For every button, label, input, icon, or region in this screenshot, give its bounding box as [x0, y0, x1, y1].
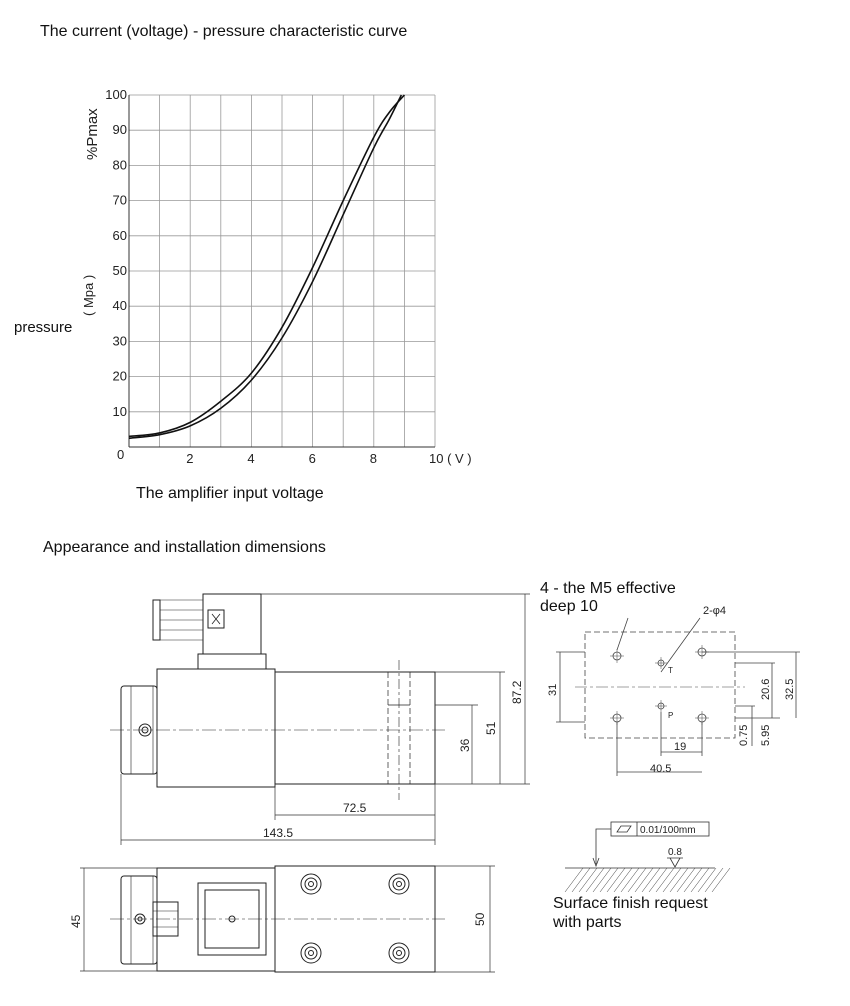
dim-36: 36	[458, 738, 472, 752]
hatch-line	[698, 868, 716, 892]
y-axis-top-label: %Pmax	[84, 108, 101, 160]
hatch-line	[656, 868, 674, 892]
chart-curves	[129, 95, 404, 438]
y-tick-label: 20	[112, 368, 127, 384]
section-title-appearance: Appearance and installation dimensions	[43, 539, 326, 556]
hatch-line	[621, 868, 639, 892]
x-tick-label: 10 ( V )	[429, 451, 472, 466]
hatch-line	[586, 868, 604, 892]
hatch-line	[593, 868, 611, 892]
surface-note-line1: Surface finish request	[553, 895, 708, 912]
hatch-line	[579, 868, 597, 892]
hatch-line	[705, 868, 723, 892]
y-tick-label: 10	[112, 403, 127, 419]
x-tick-label: 2	[186, 451, 194, 466]
hatch-line	[572, 868, 590, 892]
hatch-line	[684, 868, 702, 892]
chart-tick-labels	[105, 87, 471, 466]
dim-87-2: 87.2	[510, 680, 524, 704]
hatch-line	[670, 868, 688, 892]
dim-20-6: 20.6	[760, 678, 772, 700]
hatch-line	[663, 868, 681, 892]
roughness-value: 0.8	[668, 847, 682, 858]
series-line-1	[129, 95, 404, 436]
y-tick-label: 30	[112, 333, 127, 349]
hatch-line	[635, 868, 653, 892]
dim-40-5: 40.5	[650, 763, 672, 775]
hatch-line	[691, 868, 709, 892]
y-tick-label: 70	[112, 192, 127, 208]
valve-top-view	[110, 866, 445, 972]
y-tick-label: 40	[112, 298, 127, 314]
hatch-line	[677, 868, 695, 892]
side-view-dimensions	[121, 594, 530, 845]
dim-45: 45	[69, 914, 83, 928]
y-tick-label: 60	[112, 227, 127, 243]
dim-72-5: 72.5	[343, 801, 367, 815]
hatch-line	[642, 868, 660, 892]
mount-note-line1: 4 - the M5 effective	[540, 580, 676, 597]
series-line-2	[129, 95, 401, 438]
dim-19: 19	[674, 741, 687, 753]
dim-143-5: 143.5	[263, 826, 294, 840]
x-tick-label: 0	[117, 447, 125, 462]
mount-t-label: T	[668, 666, 673, 675]
hatch-line	[565, 868, 583, 892]
x-tick-label: 4	[247, 451, 255, 466]
flatness-value: 0.01/100mm	[640, 825, 696, 836]
y-tick-label: 50	[112, 263, 127, 278]
y-axis-side-label: pressure	[14, 319, 73, 336]
hatch-line	[649, 868, 667, 892]
surface-note-line2: with parts	[553, 914, 622, 931]
dim-32-5: 32.5	[784, 678, 796, 700]
mount-holes-label: 2-φ4	[703, 605, 727, 617]
hatch-line	[628, 868, 646, 892]
hatch-line	[614, 868, 632, 892]
hatch-line	[607, 868, 625, 892]
x-tick-label: 8	[369, 451, 378, 466]
chart-grid	[129, 95, 435, 447]
x-tick-label: 6	[308, 451, 316, 466]
dim-5-95: 5.95	[760, 724, 772, 746]
hatch-line	[600, 868, 618, 892]
valve-side-view	[110, 594, 445, 800]
y-tick-label: 90	[112, 122, 127, 138]
dim-31: 31	[547, 683, 559, 696]
chart-title: The current (voltage) - pressure characteristic curve	[40, 23, 408, 40]
mount-p-label: P	[668, 711, 674, 720]
y-tick-label: 80	[112, 157, 127, 173]
mount-note-line2: deep 10	[540, 598, 598, 615]
dim-51: 51	[484, 721, 498, 735]
y-axis-unit-label: ( Mpa )	[81, 274, 96, 316]
hatch-line	[712, 868, 730, 892]
dim-0-75: 0.75	[738, 724, 750, 746]
dim-50: 50	[473, 912, 487, 926]
y-tick-label: 100	[105, 87, 127, 102]
x-axis-label: The amplifier input voltage	[136, 485, 324, 502]
